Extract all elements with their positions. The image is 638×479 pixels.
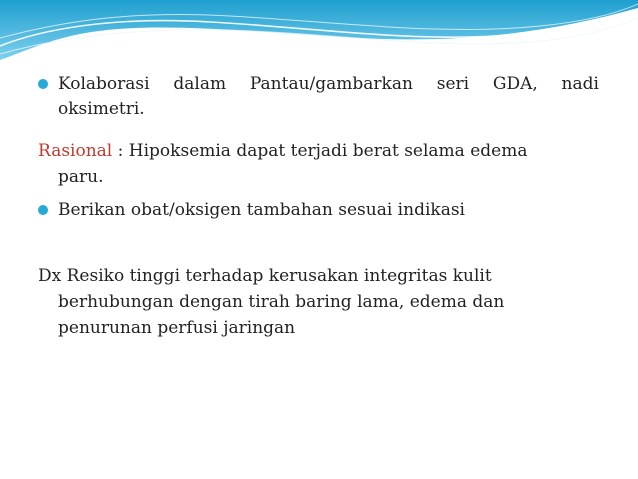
dx-line3: penurunan perfusi jaringan — [58, 318, 296, 338]
bullet1-word: Kolaborasi — [58, 74, 150, 94]
bullet1-word: dalam — [173, 74, 227, 94]
bullet1-word: seri — [436, 74, 470, 94]
bullet-icon — [38, 205, 48, 215]
bullet1-line2: oksimetri. — [58, 99, 145, 119]
rasional-line2: paru. — [58, 167, 104, 187]
bullet2-text: Berikan obat/oksigen tambahan sesuai indikasi — [58, 200, 465, 220]
dx-line2: berhubungan dengan tirah baring lama, edema dan — [58, 292, 505, 312]
bullet1-line1 — [58, 74, 599, 94]
rasional-label: Rasional — [38, 141, 113, 161]
dx-line1: Dx Resiko tinggi terhadap kerusakan integritas kulit — [38, 266, 492, 286]
bullet1-word: Pantau/gambarkan — [249, 74, 413, 94]
bullet1-word: nadi — [561, 74, 599, 94]
rasional-line1 — [38, 141, 527, 161]
rasional-text: : Hipoksemia dapat terjadi berat selama edema — [112, 141, 528, 161]
bullet-icon — [38, 79, 48, 89]
bullet1-word: GDA, — [492, 74, 538, 94]
